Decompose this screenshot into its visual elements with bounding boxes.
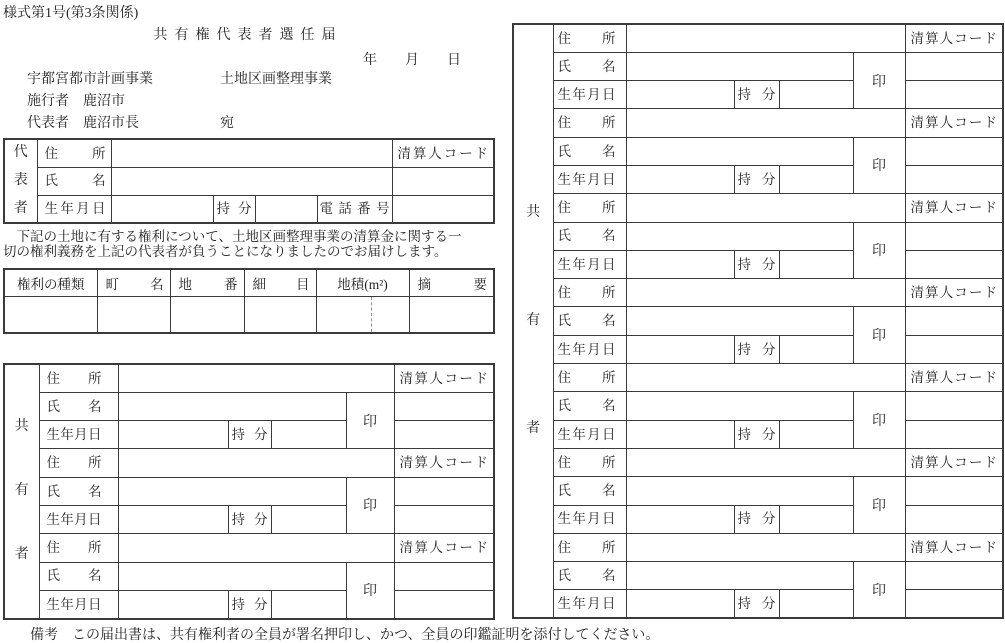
liquidator-code-value-cell-2 — [905, 335, 1003, 363]
coowner-share-value-cell — [271, 421, 346, 449]
coowner-birth-value-cell — [626, 250, 734, 278]
rep-liquidator-code-value-cell — [392, 167, 494, 195]
rep-address-value-cell — [111, 139, 392, 167]
lot-number-header: 地番 — [170, 269, 244, 296]
coowner-name-row — [513, 392, 1003, 420]
coowner-birth-value-cell — [118, 421, 228, 449]
coowner-birth-row — [513, 335, 1003, 363]
coowner-address-value-cell — [118, 364, 394, 392]
coowner-birth-row — [513, 590, 1003, 618]
coowner-name-row — [513, 562, 1003, 590]
coowner-share-value-cell — [779, 165, 853, 193]
coowner-name-value-cell — [118, 392, 346, 420]
coowner-name-value-cell — [626, 52, 853, 80]
coowner-name-label-cell: 氏名 — [553, 222, 626, 250]
liquidator-code-value-cell-2 — [394, 590, 494, 618]
seal-cell — [346, 477, 394, 534]
representative-table — [3, 138, 495, 224]
coowner-name-row — [4, 477, 494, 505]
liquidator-code-value-cell-2 — [905, 420, 1003, 448]
coowner-birth-label-cell: 生年月日 — [39, 421, 118, 449]
date-line: 年 月 日 — [363, 53, 461, 68]
liquidator-code-label-cell: 清算人コード — [905, 279, 1003, 307]
liquidator-code-label-cell: 清算人コード — [905, 533, 1003, 561]
coowner-side-label: 共 有 者 — [4, 364, 39, 619]
liquidator-code-value-cell-2 — [905, 81, 1003, 109]
seal-cell — [853, 222, 905, 279]
coowner-name-label-cell: 氏名 — [553, 562, 626, 590]
coowner-address-label-cell: 住所 — [553, 364, 626, 392]
coowner-share-label-cell: 持分 — [734, 420, 779, 448]
coowner-name-value-cell — [118, 477, 346, 505]
liquidator-code-value-cell — [394, 562, 494, 590]
coowner-name-value-cell — [626, 392, 853, 420]
liquidator-code-value-cell-2 — [905, 165, 1003, 193]
coowner-address-row — [513, 448, 1003, 476]
coowner-address-label-cell: 住所 — [39, 534, 118, 562]
coowner-birth-value-cell — [626, 81, 734, 109]
remarks-value-cell — [409, 296, 494, 333]
coowner-birth-row — [4, 505, 494, 533]
seal-cell — [346, 562, 394, 619]
coowner-share-label-cell: 持分 — [734, 165, 779, 193]
right-type-value-cell — [4, 296, 97, 333]
rep-birth-value-cell — [111, 195, 213, 223]
coowner-share-value-cell — [779, 590, 853, 618]
detail-header: 細目 — [244, 269, 316, 296]
seal-cell — [853, 477, 905, 534]
coowner-address-row — [4, 534, 494, 562]
coowner-name-label-cell: 氏名 — [39, 562, 118, 590]
land-rights-table — [3, 268, 495, 334]
coowner-name-label-cell: 氏名 — [553, 52, 626, 80]
liquidator-code-value-cell-2 — [905, 505, 1003, 533]
coowner-share-value-cell — [271, 505, 346, 533]
coowner-share-value-cell — [779, 335, 853, 363]
coowner-address-row — [4, 449, 494, 477]
seal-label: 印 — [363, 414, 377, 430]
coowner-table-right — [512, 23, 1004, 619]
coowner-address-value-cell — [626, 448, 905, 476]
liquidator-code-label-cell: 清算人コード — [394, 534, 494, 562]
representative-side-label: 代 表 者 — [4, 139, 37, 223]
rep-birth-row — [4, 195, 494, 223]
coowner-address-label-cell: 住所 — [553, 448, 626, 476]
coowner-birth-label-cell: 生年月日 — [553, 165, 626, 193]
coowner-name-label-cell: 氏名 — [39, 477, 118, 505]
liquidator-code-value-cell — [394, 392, 494, 420]
coowner-address-value-cell — [626, 109, 905, 137]
coowner-name-label-cell: 氏名 — [553, 137, 626, 165]
seal-label: 印 — [872, 159, 886, 175]
liquidator-code-label-cell: 清算人コード — [905, 194, 1003, 222]
rep-address-row — [4, 139, 494, 167]
coowner-address-value-cell — [118, 534, 394, 562]
coowner-address-row — [513, 194, 1003, 222]
town-name-header: 町名 — [97, 269, 170, 296]
coowner-share-label-cell: 持分 — [228, 590, 271, 618]
coowner-birth-label-cell: 生年月日 — [39, 590, 118, 618]
coowner-name-value-cell — [118, 562, 346, 590]
rep-name-row — [4, 167, 494, 195]
rep-phone-value-cell — [392, 195, 494, 223]
liquidator-code-value-cell — [905, 222, 1003, 250]
liquidator-code-value-cell — [905, 52, 1003, 80]
coowner-share-label-cell: 持分 — [734, 81, 779, 109]
seal-cell — [853, 392, 905, 449]
coowner-address-value-cell — [118, 449, 394, 477]
coowner-address-label-cell: 住所 — [553, 109, 626, 137]
coowner-birth-value-cell — [626, 590, 734, 618]
coowner-name-row — [513, 307, 1003, 335]
coowner-birth-label-cell: 生年月日 — [39, 505, 118, 533]
coowner-birth-value-cell — [626, 420, 734, 448]
project-name: 宇都宮都市計画事業 — [27, 72, 153, 87]
coowner-birth-label-cell: 生年月日 — [553, 505, 626, 533]
coowner-name-row — [513, 222, 1003, 250]
coowner-share-label-cell: 持分 — [734, 335, 779, 363]
coowner-birth-row — [513, 505, 1003, 533]
representative-line: 代表者 鹿沼市長 — [27, 116, 139, 131]
coowner-birth-row — [513, 165, 1003, 193]
coowner-address-label-cell: 住所 — [553, 194, 626, 222]
coowner-name-value-cell — [626, 562, 853, 590]
lot-number-value-cell — [170, 296, 244, 333]
coowner-name-label-cell: 氏名 — [553, 477, 626, 505]
coowner-birth-row — [513, 250, 1003, 278]
coowner-name-value-cell — [626, 307, 853, 335]
liquidator-code-value-cell — [905, 137, 1003, 165]
coowner-share-value-cell — [779, 81, 853, 109]
rep-birth-label-cell: 生年月日 — [37, 195, 111, 223]
coowner-address-row — [513, 279, 1003, 307]
coowner-name-row — [513, 477, 1003, 505]
coowner-address-label-cell: 住所 — [39, 364, 118, 392]
coowner-name-label-cell: 氏名 — [39, 392, 118, 420]
land-table-header-row — [4, 269, 494, 296]
coowner-address-value-cell — [626, 194, 905, 222]
seal-label: 印 — [363, 499, 377, 515]
liquidator-code-value-cell-2 — [394, 421, 494, 449]
coowner-address-label-cell: 住所 — [553, 533, 626, 561]
coowner-share-value-cell — [779, 250, 853, 278]
coowner-name-value-cell — [626, 222, 853, 250]
seal-cell — [853, 562, 905, 619]
coowner-address-value-cell — [626, 24, 905, 52]
project-type: 土地区画整理事業 — [220, 72, 332, 87]
coowner-name-row — [513, 137, 1003, 165]
seal-label: 印 — [872, 414, 886, 430]
liquidator-code-label-cell: 清算人コード — [905, 364, 1003, 392]
coowner-birth-label-cell: 生年月日 — [553, 335, 626, 363]
coowner-side-label: 共 有 者 — [513, 24, 553, 618]
seal-label: 印 — [872, 583, 886, 599]
form-title: 共有権代表者選任届 — [153, 28, 343, 43]
liquidator-code-value-cell-2 — [394, 505, 494, 533]
liquidator-code-label-cell: 清算人コード — [905, 109, 1003, 137]
coowner-name-row — [4, 392, 494, 420]
coowner-share-label-cell: 持分 — [228, 505, 271, 533]
coowner-birth-value-cell — [118, 505, 228, 533]
seal-cell — [853, 52, 905, 109]
coowner-name-value-cell — [626, 137, 853, 165]
coowner-share-value-cell — [779, 420, 853, 448]
coowner-address-label-cell: 住所 — [553, 24, 626, 52]
remarks-header: 摘要 — [409, 269, 494, 296]
coowner-birth-value-cell — [626, 165, 734, 193]
coowner-share-label-cell: 持分 — [734, 250, 779, 278]
coowner-birth-row — [4, 590, 494, 618]
liquidator-code-value-cell — [905, 562, 1003, 590]
coowner-birth-value-cell — [118, 590, 228, 618]
coowner-birth-label-cell: 生年月日 — [553, 250, 626, 278]
coowner-share-label-cell: 持分 — [228, 421, 271, 449]
coowner-birth-label-cell: 生年月日 — [553, 81, 626, 109]
coowner-name-label-cell: 氏名 — [553, 392, 626, 420]
coowner-address-row — [513, 364, 1003, 392]
rep-share-label-cell: 持分 — [213, 195, 255, 223]
coowner-address-label-cell: 住所 — [39, 449, 118, 477]
seal-label: 印 — [872, 74, 886, 90]
coowner-address-row — [513, 109, 1003, 137]
liquidator-code-value-cell — [905, 307, 1003, 335]
coowner-share-value-cell — [271, 590, 346, 618]
liquidator-code-label-cell: 清算人コード — [394, 364, 494, 392]
coowner-address-value-cell — [626, 279, 905, 307]
addressee: 宛 — [220, 116, 234, 131]
coowner-name-row — [4, 562, 494, 590]
right-type-header: 権利の種類 — [4, 269, 97, 296]
rep-share-value-cell — [255, 195, 317, 223]
decimal-separator-line — [371, 297, 372, 333]
liquidator-code-label-cell: 清算人コード — [905, 448, 1003, 476]
coowner-address-value-cell — [626, 533, 905, 561]
seal-label: 印 — [872, 499, 886, 515]
coowner-share-label-cell: 持分 — [734, 590, 779, 618]
coowner-birth-label-cell: 生年月日 — [553, 420, 626, 448]
detail-value-cell — [244, 296, 316, 333]
executor-line: 施行者 鹿沼市 — [27, 94, 125, 109]
coowner-address-row — [4, 364, 494, 392]
coowner-address-label-cell: 住所 — [553, 279, 626, 307]
liquidator-code-label-cell: 清算人コード — [905, 24, 1003, 52]
coowner-name-row — [513, 52, 1003, 80]
land-table-data-row — [4, 296, 494, 333]
intro-line-1: 下記の土地に有する権利について、土地区画整理事業の清算金に関する一 — [3, 229, 462, 244]
land-area-header: 地積(m²) — [316, 269, 409, 296]
seal-label: 印 — [872, 244, 886, 260]
note: 備考 この届出書は、共有権利者の全員が署名押印し、かつ、全員の印鑑証明を添付してください。 — [30, 628, 660, 643]
land-area-value-cell — [316, 296, 409, 333]
coowner-address-row — [513, 24, 1003, 52]
coowner-table-left — [3, 363, 495, 620]
liquidator-code-value-cell — [394, 477, 494, 505]
coowner-address-value-cell — [626, 364, 905, 392]
coowner-birth-row — [513, 420, 1003, 448]
coowner-birth-value-cell — [626, 335, 734, 363]
coowner-name-label-cell: 氏名 — [553, 307, 626, 335]
liquidator-code-value-cell-2 — [905, 250, 1003, 278]
coowner-address-row — [513, 533, 1003, 561]
intro-line-2: 切の権利義務を上記の代表者が負うことになりましたのでお届けします。 — [3, 244, 448, 259]
coowner-birth-row — [4, 421, 494, 449]
rep-name-label-cell: 氏名 — [37, 167, 111, 195]
intro-paragraph — [3, 229, 461, 259]
rep-phone-label-cell: 電話番号 — [317, 195, 392, 223]
coowner-birth-label-cell: 生年月日 — [553, 590, 626, 618]
town-name-value-cell — [97, 296, 170, 333]
coowner-birth-value-cell — [626, 505, 734, 533]
liquidator-code-value-cell — [905, 392, 1003, 420]
seal-cell — [853, 137, 905, 194]
rep-name-value-cell — [111, 167, 392, 195]
rep-liquidator-code-label-cell: 清算人コード — [392, 139, 494, 167]
coowner-birth-row — [513, 81, 1003, 109]
liquidator-code-value-cell-2 — [905, 590, 1003, 618]
seal-cell — [346, 392, 394, 449]
coowner-share-value-cell — [779, 505, 853, 533]
coowner-name-value-cell — [626, 477, 853, 505]
liquidator-code-value-cell — [905, 477, 1003, 505]
form-number: 様式第1号(第3条関係) — [3, 6, 139, 21]
seal-label: 印 — [363, 584, 377, 600]
liquidator-code-label-cell: 清算人コード — [394, 449, 494, 477]
seal-cell — [853, 307, 905, 364]
seal-label: 印 — [872, 329, 886, 345]
rep-address-label-cell: 住所 — [37, 139, 111, 167]
coowner-share-label-cell: 持分 — [734, 505, 779, 533]
